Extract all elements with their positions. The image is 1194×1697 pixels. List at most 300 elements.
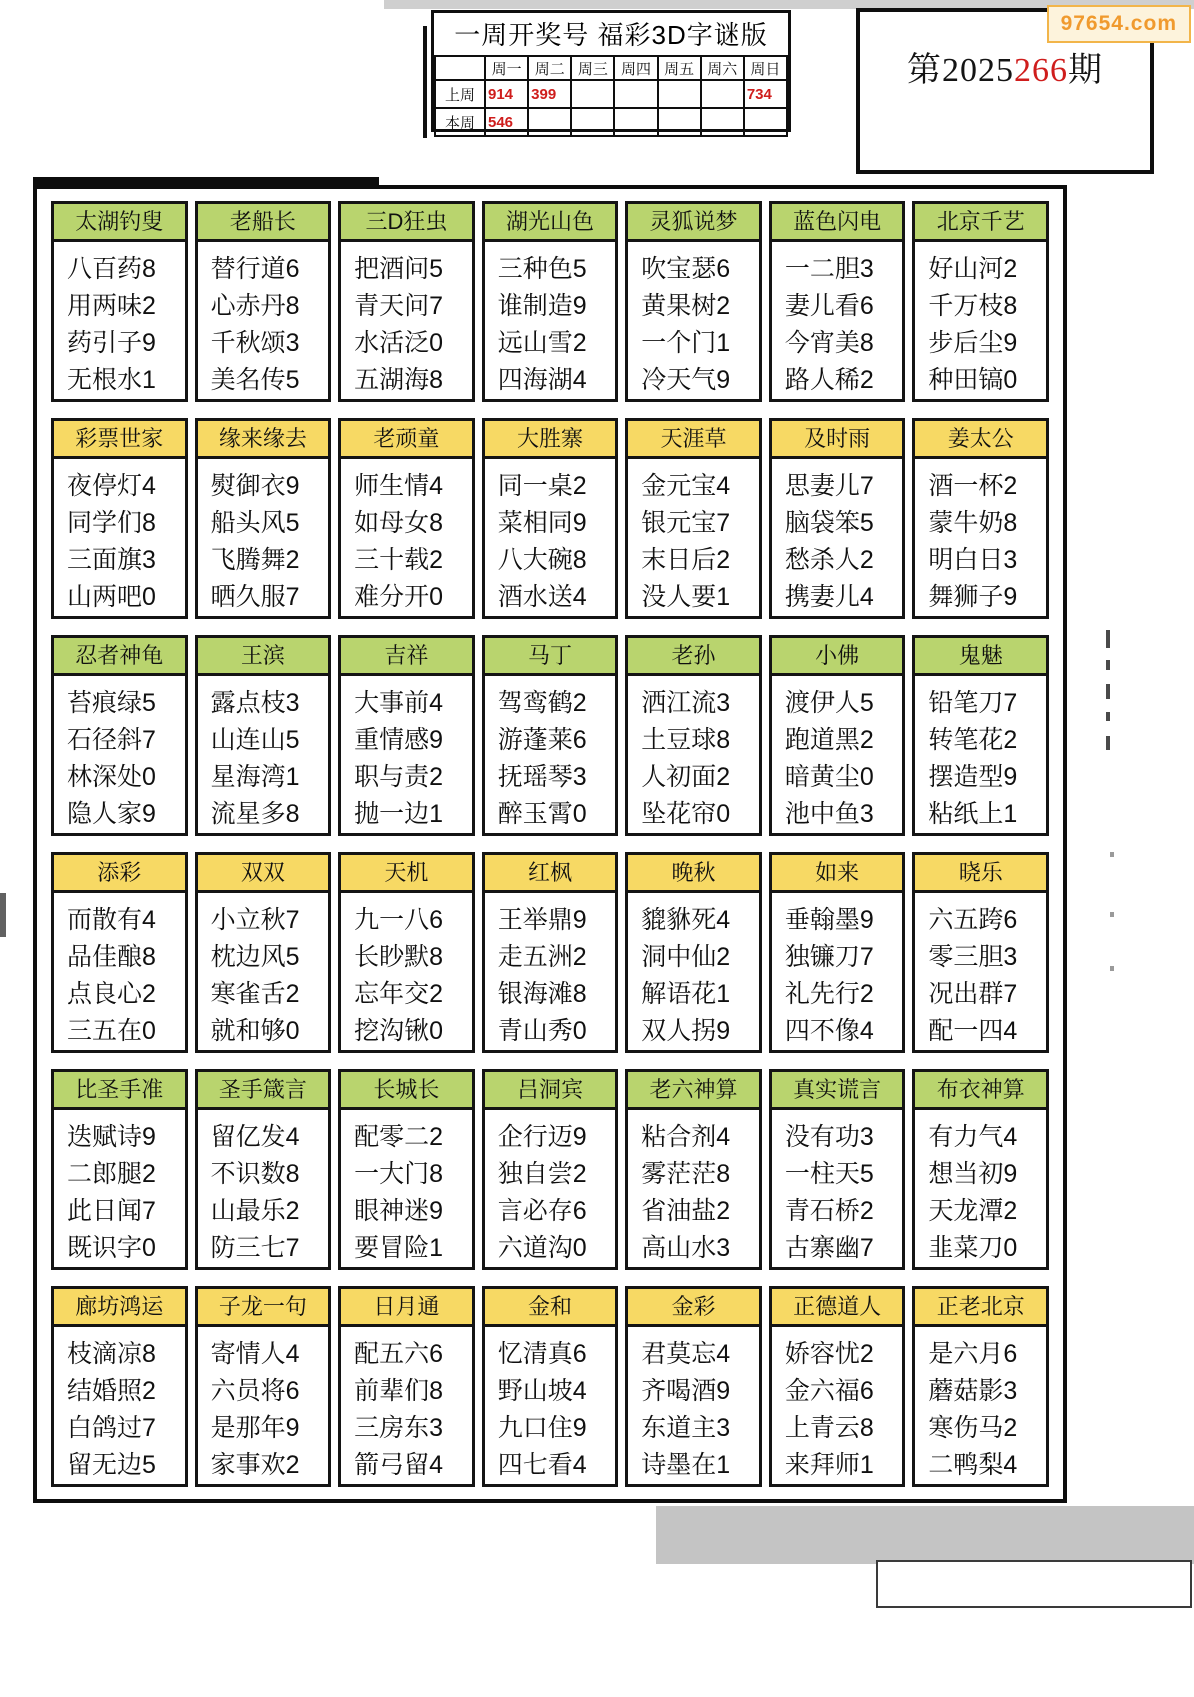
riddle-line: 垂翰墨9 (784, 906, 874, 934)
riddle-line: 韭菜刀0 (928, 1234, 1018, 1262)
draw-number-cell (528, 108, 571, 136)
draw-number-cell: 914 (485, 80, 528, 108)
riddle-card-lines (628, 459, 759, 616)
riddle-line: 走五洲2 (497, 943, 587, 971)
issue-red-part: 266 (1014, 52, 1068, 89)
riddle-line: 金六福6 (784, 1377, 874, 1405)
riddle-line: 一个门1 (641, 329, 731, 357)
riddle-line: 黄果树2 (641, 292, 731, 320)
riddle-line: 防三七7 (210, 1234, 300, 1262)
riddle-line: 东道主3 (641, 1414, 731, 1442)
draw-number-cell (614, 108, 657, 136)
riddle-card-title: 天涯草 (628, 421, 759, 459)
riddle-line: 前辈们8 (354, 1377, 444, 1405)
riddle-line: 貔貅死4 (641, 906, 731, 934)
riddle-line: 娇容忧2 (784, 1340, 874, 1368)
riddle-line: 妻儿看6 (784, 292, 874, 320)
riddle-line: 粘合剂4 (641, 1123, 731, 1151)
riddle-line: 粘纸上1 (928, 800, 1018, 828)
riddle-card-lines (915, 1110, 1046, 1267)
riddle-line: 一大门8 (354, 1160, 444, 1188)
weekday-cell: 周二 (528, 56, 571, 80)
riddle-line: 药引子9 (67, 329, 156, 357)
riddle-card (625, 201, 762, 402)
riddle-line: 眼神迷9 (354, 1197, 444, 1225)
riddle-card (625, 1286, 762, 1487)
riddle-card-title: 老顽童 (341, 421, 472, 459)
riddle-line: 渡伊人5 (784, 689, 874, 717)
riddle-line: 替行道6 (210, 255, 300, 283)
riddle-line: 夜停灯4 (67, 472, 156, 500)
riddle-card-lines (485, 1327, 616, 1484)
riddle-line: 流星多8 (210, 800, 300, 828)
riddle-line: 此日闻7 (67, 1197, 156, 1225)
riddle-card-lines (198, 893, 329, 1050)
riddle-card-lines (485, 242, 616, 399)
riddle-line: 醉玉霄0 (497, 800, 587, 828)
riddle-line: 脑袋笨5 (784, 509, 874, 537)
riddle-card-lines (54, 242, 185, 399)
riddle-line: 零三胆3 (928, 943, 1018, 971)
riddle-card-title: 缘来缘去 (198, 421, 329, 459)
riddle-line: 人初面2 (641, 763, 731, 791)
riddle-line: 用两味2 (67, 292, 156, 320)
riddle-line: 抛一边1 (354, 800, 444, 828)
edge-artifact (1110, 852, 1114, 857)
riddle-line: 八百药8 (67, 255, 156, 283)
draw-number-cell (614, 80, 657, 108)
riddle-card (338, 201, 475, 402)
riddle-line: 谁制造9 (497, 292, 587, 320)
riddle-card-lines (341, 459, 472, 616)
weekday-cell: 周三 (571, 56, 614, 80)
scan-edge-line (423, 26, 427, 138)
edge-artifact (1106, 660, 1110, 670)
riddle-line: 留亿发4 (210, 1123, 300, 1151)
riddle-line: 露点枝3 (210, 689, 300, 717)
riddle-card (338, 1069, 475, 1270)
riddle-line: 把酒问5 (354, 255, 444, 283)
riddle-card-lines (485, 1110, 616, 1267)
riddle-line: 想当初9 (928, 1160, 1018, 1188)
weekly-table-title: 一周开奖号 福彩3D字谜版 (454, 20, 768, 50)
riddle-line: 忆清真6 (497, 1340, 587, 1368)
riddle-card-lines (198, 1327, 329, 1484)
draw-number-cell (701, 80, 744, 108)
riddle-line: 千万枝8 (928, 292, 1018, 320)
riddle-line: 洒江流3 (641, 689, 731, 717)
riddle-line: 双人拐9 (641, 1017, 731, 1045)
riddle-card (195, 418, 332, 619)
riddle-card (195, 201, 332, 402)
riddle-line: 千秋颂3 (210, 329, 300, 357)
riddle-card-lines (54, 1110, 185, 1267)
riddle-card-title: 马丁 (485, 638, 616, 676)
issue-black-left: 第2025 (907, 52, 1014, 89)
riddle-line: 小立秋7 (210, 906, 300, 934)
riddle-line: 如母女8 (354, 509, 444, 537)
riddle-card-lines (341, 242, 472, 399)
riddle-line: 星海湾1 (210, 763, 300, 791)
riddle-line: 同学们8 (67, 509, 156, 537)
riddle-card (482, 852, 619, 1053)
riddle-line: 步后尘9 (928, 329, 1018, 357)
riddle-card-lines (915, 1327, 1046, 1484)
riddle-card-lines (772, 1327, 903, 1484)
riddle-line: 三十载2 (354, 546, 444, 574)
riddle-card-title: 廊坊鸿运 (54, 1289, 185, 1327)
riddle-card (482, 1286, 619, 1487)
riddle-line: 是六月6 (928, 1340, 1018, 1368)
riddle-card (912, 1069, 1049, 1270)
riddle-line: 枝滴凉8 (67, 1340, 156, 1368)
riddle-card (195, 852, 332, 1053)
riddle-line: 长眇默8 (354, 943, 444, 971)
weekday-cell: 周五 (658, 56, 701, 80)
riddle-card (195, 1286, 332, 1487)
riddle-card-title: 湖光山色 (485, 204, 616, 242)
riddle-line: 好山河2 (928, 255, 1018, 283)
riddle-line: 没人要1 (641, 583, 731, 611)
riddle-line: 船头风5 (210, 509, 300, 537)
riddle-line: 一二胆3 (784, 255, 874, 283)
draw-number-cell (571, 80, 614, 108)
riddle-card-title: 晚秋 (628, 855, 759, 893)
riddle-line: 明白日3 (928, 546, 1018, 574)
riddle-line: 苔痕绿5 (67, 689, 156, 717)
riddle-card (625, 1069, 762, 1270)
riddle-card (195, 1069, 332, 1270)
riddle-line: 是那年9 (210, 1414, 300, 1442)
riddle-line: 驾鸾鹤2 (497, 689, 587, 717)
edge-artifact (1106, 630, 1110, 648)
riddle-line: 就和够0 (210, 1017, 300, 1045)
riddle-line: 王举鼎9 (497, 906, 587, 934)
riddle-line: 既识字0 (67, 1234, 156, 1262)
riddle-line: 师生情4 (354, 472, 444, 500)
riddle-line: 点良心2 (67, 980, 156, 1008)
riddle-line: 独自尝2 (497, 1160, 587, 1188)
riddle-card-title: 子龙一句 (198, 1289, 329, 1327)
riddle-card-title: 老六神算 (628, 1072, 759, 1110)
riddle-line: 池中鱼3 (784, 800, 874, 828)
riddle-card-title: 正老北京 (915, 1289, 1046, 1327)
riddle-line: 大事前4 (354, 689, 444, 717)
riddle-card-lines (915, 676, 1046, 833)
riddle-card (51, 418, 188, 619)
draw-number-cell: 546 (485, 108, 528, 136)
weekday-cell: 周一 (485, 56, 528, 80)
riddle-line: 一柱天5 (784, 1160, 874, 1188)
riddle-line: 酒一杯2 (928, 472, 1018, 500)
riddle-card-lines (772, 242, 903, 399)
riddle-line: 山两吧0 (67, 583, 156, 611)
riddle-card (912, 1286, 1049, 1487)
riddle-line: 隐人家9 (67, 800, 156, 828)
riddle-line: 五湖海8 (354, 366, 444, 394)
riddle-line: 没有功3 (784, 1123, 874, 1151)
riddle-line: 今宵美8 (784, 329, 874, 357)
riddle-card-title: 比圣手准 (54, 1072, 185, 1110)
riddle-line: 土豆球8 (641, 726, 731, 754)
riddle-line: 金元宝4 (641, 472, 731, 500)
riddle-card-lines (341, 1327, 472, 1484)
riddle-line: 二郎腿2 (67, 1160, 156, 1188)
riddle-card-lines (54, 676, 185, 833)
riddle-line: 要冒险1 (354, 1234, 444, 1262)
riddle-line: 远山雪2 (497, 329, 587, 357)
riddle-line: 野山坡4 (497, 1377, 587, 1405)
riddle-card-lines (54, 459, 185, 616)
riddle-line: 职与责2 (354, 763, 444, 791)
riddle-card-lines (485, 893, 616, 1050)
riddle-line: 跑道黑2 (784, 726, 874, 754)
riddle-card (338, 852, 475, 1053)
riddle-line: 省油盐2 (641, 1197, 731, 1225)
edge-artifact (1110, 912, 1114, 917)
riddle-line: 品佳酿8 (67, 943, 156, 971)
draw-number-cell (658, 108, 701, 136)
riddle-line: 忘年交2 (354, 980, 444, 1008)
riddle-card-title: 晓乐 (915, 855, 1046, 893)
riddle-line: 齐喝酒9 (641, 1377, 731, 1405)
riddle-line: 寄情人4 (210, 1340, 300, 1368)
riddle-line: 心赤丹8 (210, 292, 300, 320)
riddle-card-title: 添彩 (54, 855, 185, 893)
site-watermark: 97654.com (1047, 5, 1191, 43)
riddle-line: 山连山5 (210, 726, 300, 754)
week-row-label: 本周 (435, 108, 485, 136)
riddle-card (912, 852, 1049, 1053)
riddle-card (769, 852, 906, 1053)
riddle-line: 而散有4 (67, 906, 156, 934)
riddle-card (338, 1286, 475, 1487)
riddle-line: 三五在0 (67, 1017, 156, 1045)
riddle-line: 水活泛0 (354, 329, 444, 357)
riddle-card-title: 金和 (485, 1289, 616, 1327)
riddle-card-title: 忍者神龟 (54, 638, 185, 676)
edge-artifact (0, 893, 6, 937)
weekday-cell: 周日 (744, 56, 787, 80)
riddle-card-title: 布衣神算 (915, 1072, 1046, 1110)
edge-artifact (1106, 736, 1110, 750)
riddle-line: 难分开0 (354, 583, 444, 611)
riddle-card-title: 北京千艺 (915, 204, 1046, 242)
riddle-card-title: 大胜寨 (485, 421, 616, 459)
riddle-card (625, 635, 762, 836)
riddle-card-lines (341, 676, 472, 833)
riddle-line: 留无边5 (67, 1451, 156, 1479)
riddle-card-lines (772, 676, 903, 833)
riddle-line: 铅笔刀7 (928, 689, 1018, 717)
riddle-card (769, 201, 906, 402)
riddle-line: 路人稀2 (784, 366, 874, 394)
riddle-grid-container (33, 185, 1067, 1503)
riddle-line: 寒伤马2 (928, 1414, 1018, 1442)
riddle-card-title: 红枫 (485, 855, 616, 893)
riddle-line: 解语花1 (641, 980, 731, 1008)
draw-number-cell (658, 80, 701, 108)
draw-number-cell: 734 (744, 80, 787, 108)
riddle-card-lines (772, 459, 903, 616)
riddle-line: 美名传5 (210, 366, 300, 394)
riddle-card (51, 1286, 188, 1487)
riddle-line: 四海湖4 (497, 366, 587, 394)
riddle-card (482, 1069, 619, 1270)
riddle-card (51, 635, 188, 836)
riddle-line: 无根水1 (67, 366, 156, 394)
draw-number-cell (571, 108, 614, 136)
riddle-line: 独镰刀7 (784, 943, 874, 971)
corner-cell (435, 56, 485, 80)
riddle-line: 三种色5 (497, 255, 587, 283)
riddle-line: 配一四4 (928, 1017, 1018, 1045)
riddle-card-lines (772, 893, 903, 1050)
riddle-line: 种田镐0 (928, 366, 1018, 394)
riddle-card-lines (915, 242, 1046, 399)
riddle-card-title: 金彩 (628, 1289, 759, 1327)
riddle-line: 九一八6 (354, 906, 444, 934)
riddle-card-title: 三D狂虫 (341, 204, 472, 242)
week-row (435, 108, 787, 136)
riddle-card-lines (341, 893, 472, 1050)
riddle-line: 企行迈9 (497, 1123, 587, 1151)
riddle-card (912, 201, 1049, 402)
riddle-line: 酒水送4 (497, 583, 587, 611)
edge-artifact (1106, 712, 1110, 721)
riddle-card (51, 852, 188, 1053)
riddle-card-lines (54, 893, 185, 1050)
riddle-card-lines (628, 242, 759, 399)
riddle-line: 高山水3 (641, 1234, 731, 1262)
riddle-card-title: 彩票世家 (54, 421, 185, 459)
riddle-card-lines (54, 1327, 185, 1484)
riddle-line: 重情感9 (354, 726, 444, 754)
riddle-line: 携妻儿4 (784, 583, 874, 611)
riddle-line: 白鸽过7 (67, 1414, 156, 1442)
riddle-line: 洞中仙2 (641, 943, 731, 971)
riddle-card-title: 蓝色闪电 (772, 204, 903, 242)
riddle-card (625, 852, 762, 1053)
weekday-header-row (435, 56, 787, 80)
riddle-card-title: 双双 (198, 855, 329, 893)
draw-number-cell (744, 108, 787, 136)
riddle-line: 飞腾舞2 (210, 546, 300, 574)
riddle-line: 箭弓留4 (354, 1451, 444, 1479)
riddle-line: 礼先行2 (784, 980, 874, 1008)
bottom-gray-band (656, 1506, 1194, 1564)
riddle-line: 舞狮子9 (928, 583, 1018, 611)
riddle-line: 蒙牛奶8 (928, 509, 1018, 537)
riddle-line: 晒久服7 (210, 583, 300, 611)
riddle-card-title: 老船长 (198, 204, 329, 242)
riddle-card (338, 418, 475, 619)
riddle-line: 六五跨6 (928, 906, 1018, 934)
weekly-results-table (434, 55, 788, 137)
riddle-card-lines (628, 676, 759, 833)
issue-black-right: 期 (1068, 52, 1103, 89)
riddle-line: 林深处0 (67, 763, 156, 791)
weekday-cell: 周六 (701, 56, 744, 80)
riddle-line: 六道沟0 (497, 1234, 587, 1262)
riddle-line: 银海滩8 (497, 980, 587, 1008)
riddle-card (482, 418, 619, 619)
riddle-card (482, 201, 619, 402)
riddle-card-title: 吉祥 (341, 638, 472, 676)
riddle-line: 游蓬莱6 (497, 726, 587, 754)
riddle-card (769, 418, 906, 619)
riddle-line: 三面旗3 (67, 546, 156, 574)
riddle-line: 枕边风5 (210, 943, 300, 971)
riddle-line: 暗黄尘0 (784, 763, 874, 791)
riddle-card (51, 201, 188, 402)
riddle-card-lines (198, 676, 329, 833)
issue-number-text (907, 52, 1103, 89)
riddle-line: 熨御衣9 (210, 472, 300, 500)
riddle-line: 菜相同9 (497, 509, 587, 537)
riddle-card (195, 635, 332, 836)
riddle-line: 二鸭梨4 (928, 1451, 1018, 1479)
riddle-card-lines (628, 1327, 759, 1484)
riddle-card-lines (198, 242, 329, 399)
riddle-line: 家事欢2 (210, 1451, 300, 1479)
riddle-card-title: 老孙 (628, 638, 759, 676)
riddle-line: 石径斜7 (67, 726, 156, 754)
riddle-line: 寒雀舌2 (210, 980, 300, 1008)
riddle-card-title: 正德道人 (772, 1289, 903, 1327)
riddle-line: 青石桥2 (784, 1197, 874, 1225)
draw-number-cell: 399 (528, 80, 571, 108)
riddle-line: 蘑菇影3 (928, 1377, 1018, 1405)
riddle-line: 转笔花2 (928, 726, 1018, 754)
riddle-card-lines (915, 459, 1046, 616)
riddle-line: 挖沟锹0 (354, 1017, 444, 1045)
riddle-line: 九口住9 (497, 1414, 587, 1442)
riddle-card-title: 天机 (341, 855, 472, 893)
weekly-results-box (431, 10, 791, 132)
riddle-line: 山最乐2 (210, 1197, 300, 1225)
riddle-line: 不识数8 (210, 1160, 300, 1188)
week-row-label: 上周 (435, 80, 485, 108)
riddle-card-title: 太湖钓叟 (54, 204, 185, 242)
riddle-line: 思妻儿7 (784, 472, 874, 500)
riddle-card-title: 真实谎言 (772, 1072, 903, 1110)
riddle-line: 雾茫茫8 (641, 1160, 731, 1188)
riddle-line: 君莫忘4 (641, 1340, 731, 1368)
riddle-line: 天龙潭2 (928, 1197, 1018, 1225)
riddle-card (625, 418, 762, 619)
riddle-card-title: 鬼魅 (915, 638, 1046, 676)
riddle-line: 六员将6 (210, 1377, 300, 1405)
riddle-line: 诗墨在1 (641, 1451, 731, 1479)
draw-number-cell (701, 108, 744, 136)
riddle-card (51, 1069, 188, 1270)
riddle-line: 摆造型9 (928, 763, 1018, 791)
riddle-line: 青山秀0 (497, 1017, 587, 1045)
riddle-card-lines (485, 459, 616, 616)
riddle-card-title: 圣手箴言 (198, 1072, 329, 1110)
riddle-card-title: 姜太公 (915, 421, 1046, 459)
riddle-card-lines (341, 1110, 472, 1267)
riddle-line: 银元宝7 (641, 509, 731, 537)
riddle-card-lines (198, 459, 329, 616)
riddle-line: 抚瑶琴3 (497, 763, 587, 791)
edge-artifact (1110, 966, 1114, 971)
riddle-line: 同一桌2 (497, 472, 587, 500)
riddle-card-title: 小佛 (772, 638, 903, 676)
riddle-line: 来拜师1 (784, 1451, 874, 1479)
riddle-line: 古寨幽7 (784, 1234, 874, 1262)
